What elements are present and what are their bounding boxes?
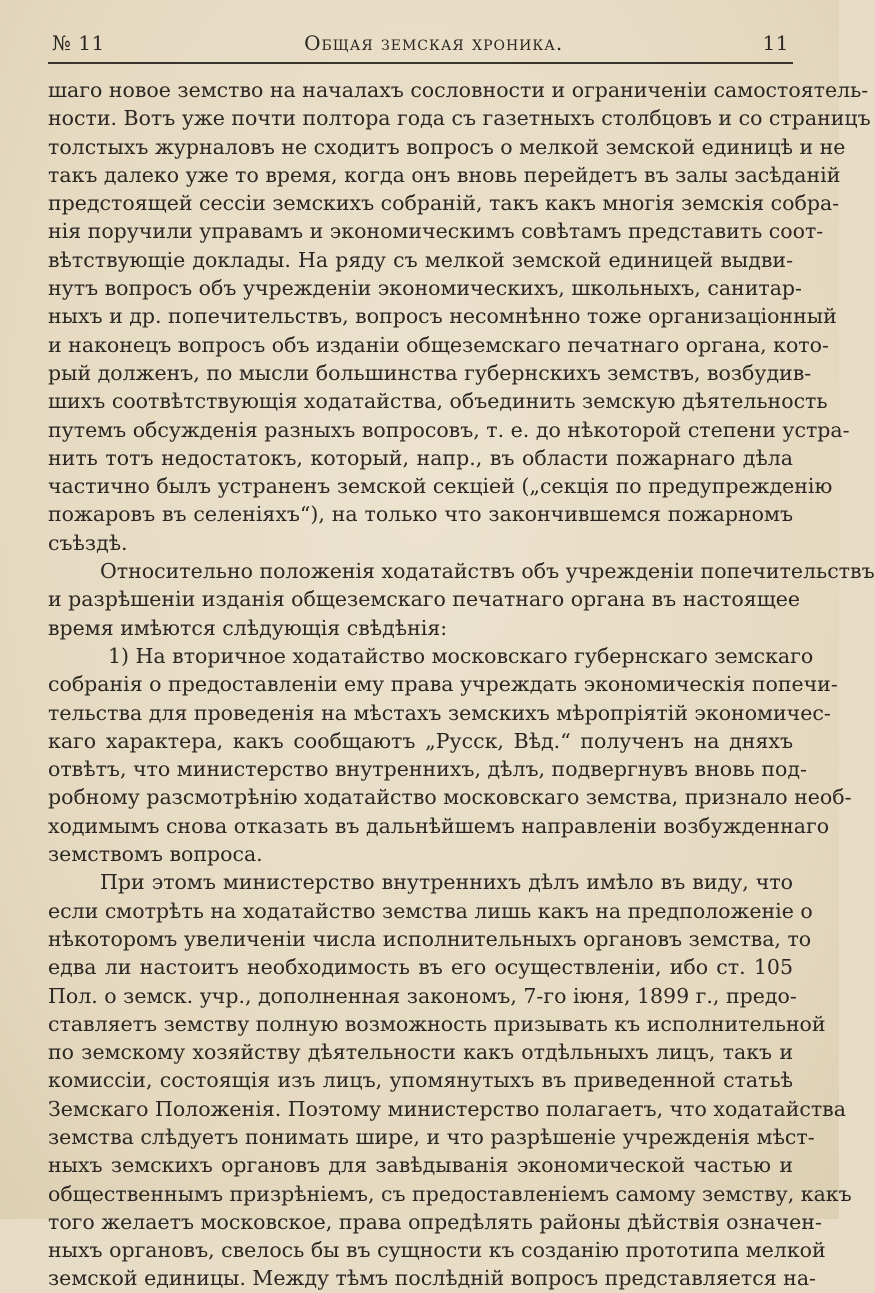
text-line: ставляетъ земству полную возможность призывать къ исполнительной	[48, 1011, 826, 1036]
text-line: едва ли настоитъ необходимость въ его осуществленіи, ибо ст. 105	[48, 955, 793, 980]
text-line: если смотрѣть на ходатайство земства лишь какъ на предположеніе о	[48, 898, 813, 923]
text-line: ходимымъ снова отказать въ дальнѣйшемъ направленіи возбужденнаго	[48, 813, 830, 838]
text-line: комиссіи, состоящія изъ лицъ, упомянутыхъ въ приведенной статьѣ	[48, 1068, 793, 1093]
text-line: Пол. о земск. учр., дополненная закономъ, 7-го іюня, 1899 г., предо-	[48, 983, 797, 1008]
text-line: и разрѣшеніи изданія общеземскаго печатнаго органа въ настоящее	[48, 587, 801, 612]
text-line: ныхъ и др. попечительствъ, вопросъ несомнѣнно тоже организаціонный	[48, 304, 837, 329]
text-line: тельства для проведенія на мѣстахъ земскихъ мѣропріятій экономичес-	[48, 700, 831, 725]
text-line: по земскому хозяйству дѣятельности какъ отдѣльныхъ лицъ, такъ и	[48, 1040, 793, 1065]
text-line: земской единицы. Между тѣмъ послѣдній вопросъ представляется на-	[48, 1266, 816, 1291]
text-line: нутъ вопросъ объ учрежденіи экономическихъ, школьныхъ, санитар-	[48, 276, 802, 301]
text-line: отвѣтъ, что министерство внутреннихъ, дѣлъ, подвергнувъ вновь под-	[48, 757, 807, 782]
text-line: земствомъ вопроса.	[48, 842, 263, 867]
text-line: При этомъ министерство внутреннихъ дѣлъ имѣло въ виду, что	[100, 870, 793, 895]
text-line: рый долженъ, по мысли большинства губернскихъ земствъ, возбудив-	[48, 360, 812, 385]
text-line: ности. Вотъ уже почти полтора года съ газетныхъ столбцовъ и со страницъ	[48, 106, 871, 131]
text-line: 1) На вторичное ходатайство московскаго губернскаго земскаго	[108, 643, 814, 668]
text-line: Земскаго Положенія. Поэтому министерство полагаетъ, что ходатайства	[48, 1096, 846, 1121]
text-line: шаго новое земство на началахъ сословности и ограниченіи самостоятель-	[48, 78, 869, 102]
text-line: Относительно положенія ходатайствъ объ учрежденіи попечительствъ	[100, 559, 875, 584]
text-line: шихъ соотвѣтствующія ходатайства, объединить земскую дѣятельность	[48, 389, 828, 414]
text-line: нѣкоторомъ увеличеніи числа исполнительныхъ органовъ земства, то	[48, 926, 812, 951]
text-line: каго характера, какъ сообщаютъ „Русск, Вѣд.“ полученъ на дняхъ	[48, 728, 793, 753]
text-line: общественнымъ призрѣніемъ, съ предоставленіемъ самому земству, какъ	[48, 1181, 852, 1206]
article-body	[48, 76, 875, 1293]
text-line: собранія о предоставленіи ему права учреждать экономическія попечи-	[48, 672, 838, 697]
text-line: робному разсмотрѣнію ходатайство московскаго земства, признало необ-	[48, 785, 852, 810]
text-line: предстоящей сессіи земскихъ собраній, такъ какъ многія земскія собра-	[48, 191, 840, 216]
text-line: нія поручили управамъ и экономическимъ совѣтамъ представить соот-	[48, 219, 824, 244]
text-line: съѣздѣ.	[48, 530, 128, 555]
text-line: того желаетъ московское, права опредѣлять районы дѣйствія означен-	[48, 1209, 822, 1234]
issue-number: № 11	[52, 31, 105, 55]
text-line: ныхъ органовъ, свелось бы въ сущности къ созданію прототипа мелкой	[48, 1238, 826, 1263]
text-line: пожаровъ въ селеніяхъ“), на только что закончившемся пожарномъ	[48, 502, 793, 527]
text-line: ныхъ земскихъ органовъ для завѣдыванія экономической частью и	[48, 1153, 793, 1178]
text-line: земства слѣдуетъ понимать шире, и что разрѣшеніе учрежденія мѣст-	[48, 1124, 815, 1149]
text-line: нить тотъ недостатокъ, который, напр., въ области пожарнаго дѣла	[48, 445, 793, 470]
text-line: вѣтствующіе доклады. На ряду съ мелкой земской единицей выдви-	[48, 247, 793, 272]
text-line: путемъ обсужденія разныхъ вопросовъ, т. е. до нѣкоторой степени устра-	[48, 417, 850, 442]
text-line: и наконецъ вопросъ объ изданіи общеземскаго печатнаго органа, кото-	[48, 332, 829, 357]
text-line: толстыхъ журналовъ не сходитъ вопросъ о мелкой земской единицѣ и не	[48, 134, 846, 159]
running-header	[48, 30, 793, 64]
text-line: время имѣются слѣдующія свѣдѣнія:	[48, 615, 448, 640]
text-line: такъ далеко уже то время, когда онъ вновь перейдетъ въ залы засѣданій	[48, 162, 841, 187]
page-number: 11	[762, 31, 789, 55]
text-line: частично былъ устраненъ земской секціей („секція по предупрежденію	[48, 474, 833, 499]
section-title: Общая земская хроника.	[304, 31, 564, 55]
